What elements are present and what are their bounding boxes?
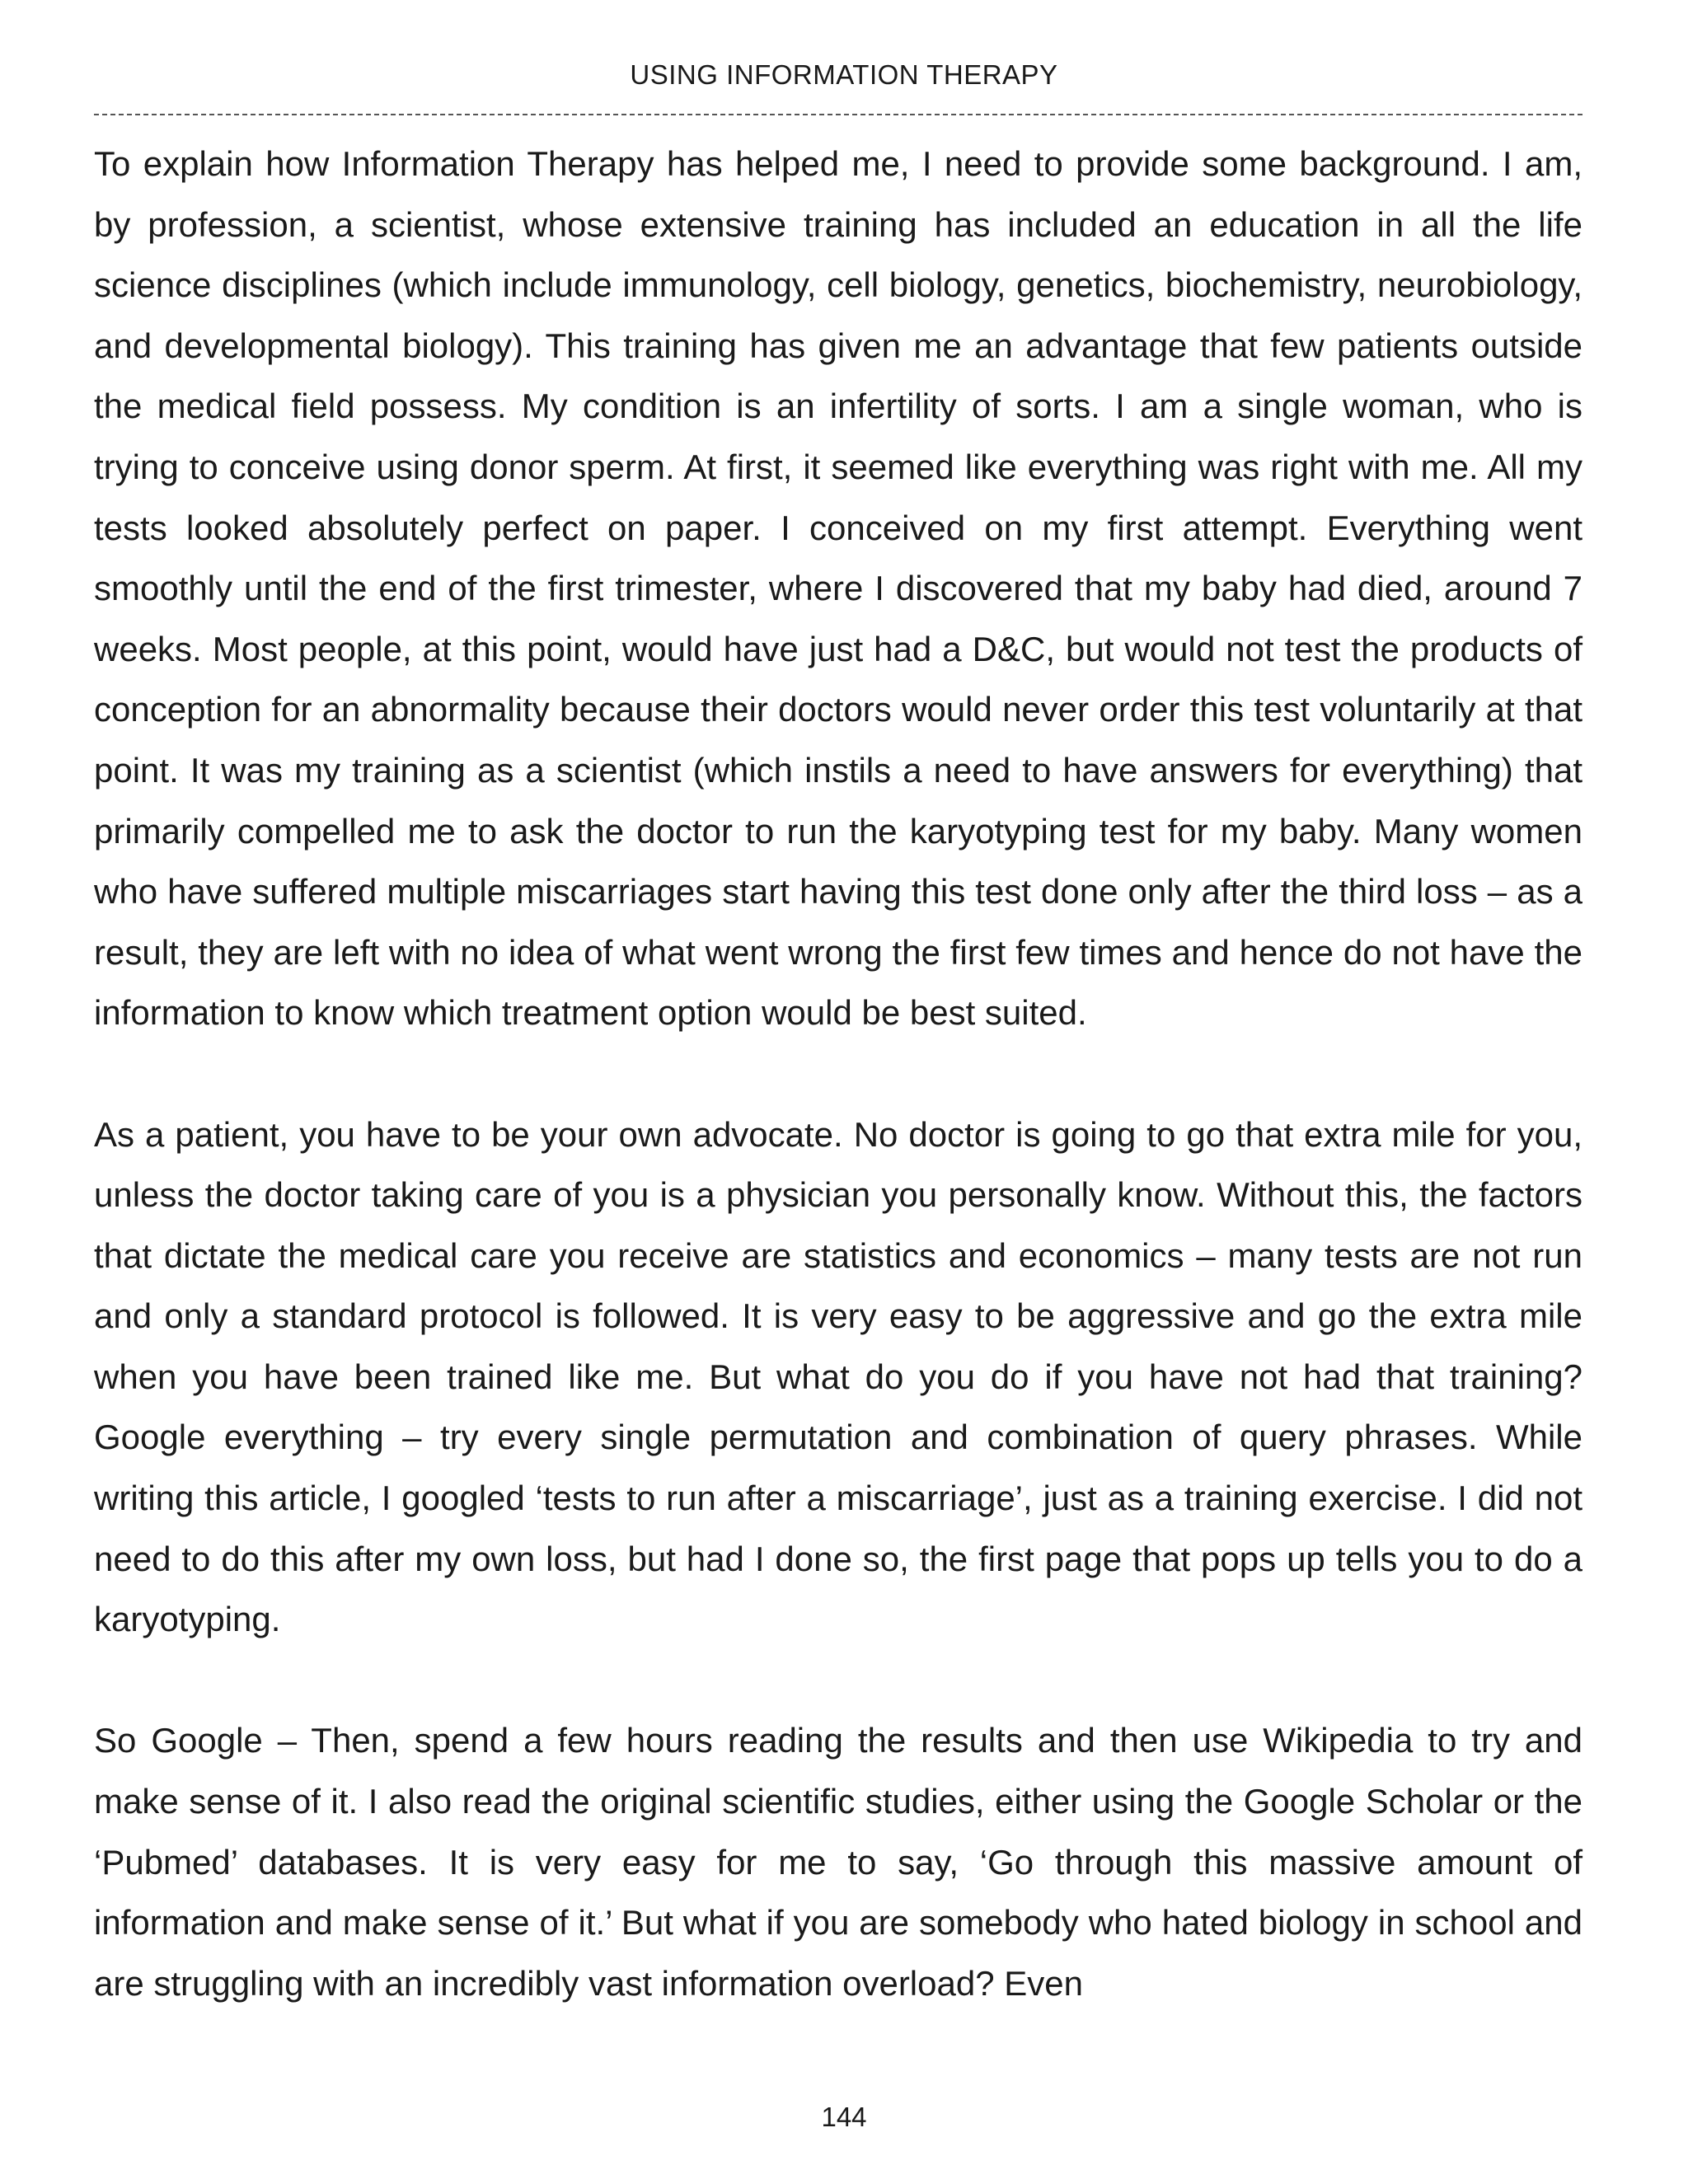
header-dashed-rule — [94, 114, 1582, 115]
paragraph-background: To explain how Information Therapy has helped me, I need to provide some background. I am, by profession, a scientist, whose extensive training has included an education in all the life science disciplines (which include immunology, cell biology, genetics, biochemistry, neurobiology, and developmental biology). This training has given me an advantage that few patients outside the medical field possess. My condition is an infertility of sorts. I am a single woman, who is trying to conceive using donor sperm. At first, it seemed like everything was right with me. All my tests looked absolutely perfect on paper. I conceived on my first attempt. Everything went smoothly until the end of the first trimester, where I discovered that my baby had died, around 7 weeks. Most people, at this point, would have just had a D&C, but would not test the products of conception for an abnormality because their doctors would never order this test voluntarily at that point. It was my training as a scientist (which instils a need to have answers for everything) that primarily compelled me to ask the doctor to run the karyotyping test for my baby. Many women who have suffered multiple miscarriages start having this test done only after the third loss – as a result, they are left with no idea of what went wrong the first few times and hence do not have the information to know which treatment option would be best suited. — [94, 144, 1582, 1033]
body-text — [94, 134, 1582, 2013]
paragraph-self-advocacy: As a patient, you have to be your own advocate. No doctor is going to go that extra mile for you, unless the doctor taking care of you is a physician you personally know. Without this, the factors that dictate the medical care you receive are statistics and economics – many tests are not run and only a standard protocol is followed. It is very easy to be aggressive and go the extra mile when you have been trained like me. But what do you do if you have not had that training? Google everything – try every single permutation and combination of query phrases. While writing this article, I googled ‘tests to run after a miscarriage’, just as a training exercise. I did not need to do this after my own loss, but had I done so, the first page that pops up tells you to do a karyotyping. — [94, 1114, 1582, 1639]
paragraph-google-research: So Google – Then, spend a few hours reading the results and then use Wikipedia to try and make sense of it. I also read the original scientific studies, either using the Google Scholar or the ‘Pubmed’ databases. It is very easy for me to say, ‘Go through this massive amount of information and make sense of it.’ But what if you are somebody who hated biology in school and are struggling with an incredibly vast information overload? Even — [94, 1721, 1582, 2003]
page-number: 144 — [821, 2102, 867, 2132]
running-header: USING INFORMATION THERAPY — [630, 59, 1058, 90]
